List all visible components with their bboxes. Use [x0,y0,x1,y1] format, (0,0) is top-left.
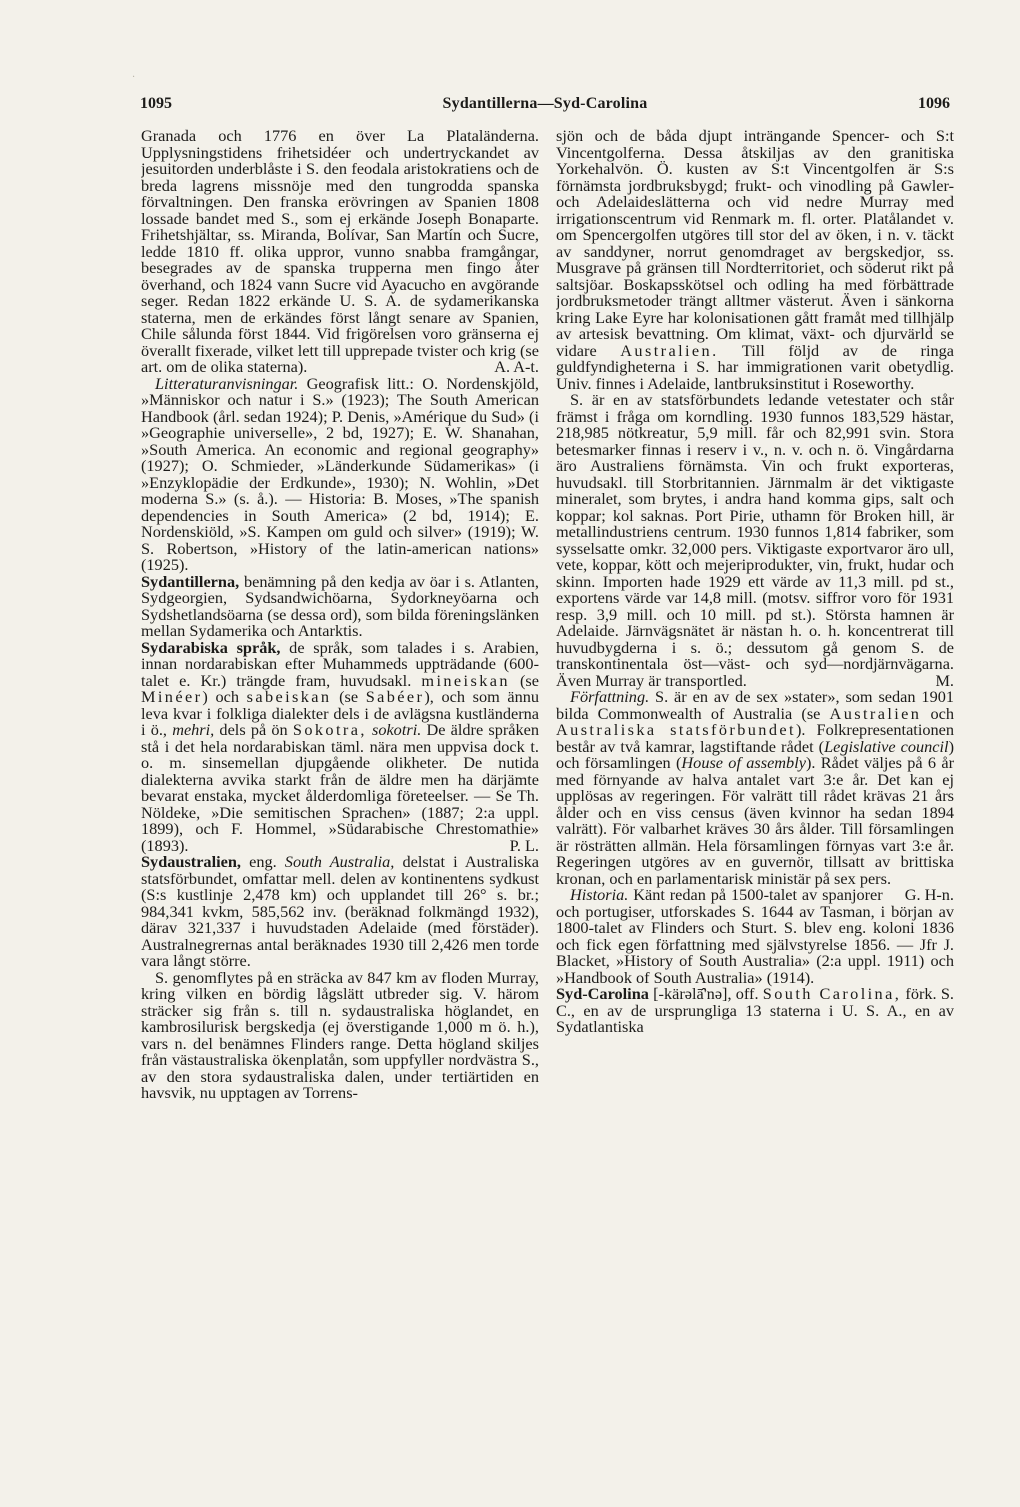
sydaustralien-geography: S. genomflytes på en sträcka av 847 km av floden Murray, kring vilken en bördig lågslätt utbreder sig. V. härom sträcker sig från s. till n. sydaustraliska höglandet, en kambrosilurisk bergskedja (ej överstigande 1,000 m ö. h.), vars n. del benämnes Flinders range. Detta högland skiljes från västaustraliska ökenplatån, som uppfyller nordvästra S., av den stora sydaustraliska dalen, under tertiärtiden en havsvik, nu upptagen av Torrens- [141,967,539,1102]
page-header [140,95,950,117]
entry-sydarabiska-sprak: Sydarabiska språk, de språk, som talades i s. Arabien, innan nordarabiskan efter Muhammeds uppträdande (600-talet e. Kr.) trängde fram, huvudsakl. mineiskan (se Minéer) och sabeiskan (se Sabéer), och som ännu leva kvar i folkliga dialekter dels i de avlägsna kustländerna i ö., mehri, dels på ön Sokotra, sokotri. De äldre språken stå i det hela nordarabiskan täml. nära men uppvisa dock t. o. m. sinsemellan djupgående olikheter. De nutida dialekterna avvika starkt från de äldre men ha därjämte bevarat enstaka, mycket ålderdomliga företeelser. — Se Th. Nöldeke, »Die semitischen Sprachen» (1887; 2:a uppl. 1899), och F. Hommel, »Südarabische Chrestomathie» (1893). P. L. [141,637,539,855]
entry-headword: Sydantillerna, [141,571,240,591]
right-column [556,128,954,1403]
sydaustralien-continued: sjön och de båda djupt inträngande Spencer- och S:t Vincentgolferna. Dessa åtskiljas av den granitiska Yorkehalvön. Ö. kusten av S:t Vincentgolfen är S:s förnämsta jordbruksbygd; frukt- och vinodling på Gawler- och Adelaideslätterna och vid nedre Murray med irrigationscentrum vid Renmark m. fl. orter. Platålandet v. om Spencergolfen utgöres till stor del av öken, i n. v. täckt av sanddyner, norrut genomdraget av bergskedjor, ss. Musgrave på gränsen till Nordterritoriet, och söderut rikt på saltsjöar. Boskapsskötsel och odling ha med förbättrade jordbruksmetoder trängt alltmer västerut. Även i sänkorna kring Lake Eyre har kolonisationen gått framåt med tillhjälp av artesisk bevattning. Om klimat, växt- och djurvärld se vidare Australien. Till följd av de ringa guldfyndigheterna i S. har immigrationen varit obetydlig. Univ. finnes i Adelaide, lantbruksinstitut i Roseworthy. [556,128,954,393]
author-signature: G. H-n. [904,885,954,904]
section-label: Författning. [570,687,650,706]
literature-paragraph: Litteraturanvisningar. Geografisk litt.: O. Nordenskjöld, »Människor och natur i S.» (1923); The South American Handbook (årl. sedan 1924); P. Denis, »Amérique du Sud» (i »Geographie universelle», 2 bd, 1927); E. W. Shanahan, »South America. An economic and regional geography» (1927); O. Schmieder, »Länderkunde Südamerikas» (i »Enzyklopädie der Erdkunde», 1930); N. Wohlin, »Det moderna S.» (s. å.). — Historia: B. Moses, »The spanish dependencies in South America» (2 bd, 1914); E. Nordenskiöld, »S. Kampen om guld och silver» (1919); W. S. Robertson, »History of the latin-american nations» (1925). [141,373,539,574]
entry-sydantillerna: Sydantillerna, benämning på den kedja av öar i s. Atlanten, Sydgeorgien, Sydsandwichöarna, Sydorkneyöarna och Sydshetlandsöarna (se dessa ord), som bilda föreningslänken mellan Sydamerika och Antarktis. [141,571,539,640]
author-signature: P. L. [509,835,539,855]
entry-syd-carolina: Syd-Carolina [-kärəlā̂'nə], off. South Carolina, förk. S. C., en av de ursprungliga 13 staterna i U. S. A., en av Sydatlantiska [556,984,954,1036]
literature-label: Litteraturanvisningar. [155,373,299,393]
entry-headword: Sydarabiska språk, [141,637,281,657]
author-signature: A. A-t. [494,357,539,376]
author-signature: M. [935,670,954,690]
entry-headword: Syd-Carolina [556,984,649,1003]
page-number-left: 1095 [140,95,172,112]
history-paragraph: Granada och 1776 en över La Plataländerna. Upplysningstidens frihetsidéer och undertryckandet av jesuitorden underblåste i S. den feodala aristokratiens och de breda lagrens missnöje med den tungrodda spanska förvaltningen. Den franska erövringen av Spanien 1808 lossade bandet med S., som ej erkände Joseph Bonaparte. Frihetshjältar, ss. Miranda, Bolívar, San Martín och Sucre, ledde 1810 ff. olika uppror, vunno snabba framgångar, besegrades av de spanska trupperna men fingo åter överhand, och 1824 vann Sucre vid Ayacucho en avgörande seger. Redan 1822 erkände U. S. A. de sydamerikanska staterna, men de erkändes först långt senare av Spanien, Chile sålunda först 1844. Vid frigörelsen voro gränserna ej överallt fixerade, vilket lett till upprepade tvister och krig (se art. om de olika staterna). A. A-t. [141,128,539,376]
entry-headword: Sydaustralien, [141,852,241,871]
left-column [141,128,539,1403]
running-title: Sydantillerna—Syd-Carolina [442,95,648,112]
scan-speck: · [132,72,136,83]
section-label: Historia. [570,885,629,904]
page-number-right: 1096 [918,95,950,112]
entry-sydaustralien: Sydaustralien, eng. South Australia, delstat i Australiska statsförbundet, omfattar mell. delen av kontinentens sydkust (S:s kustlinje 2,478 km) och upplandet till 26° s. br.; 984,341 kvkm, 585,562 inv. (beräknad folkmängd 1932), därav 321,337 i huvudstaden Adelaide (med förstäder). Australnegrernas antal beräknades 1930 till 2,426 men torde vara långt större. [141,852,539,970]
sydaustralien-constitution: Författning. S. är en av de sex »stater», som sedan 1901 bilda Commonwealth of Australia (se Australien och Australiska statsförbundet). Folkrepresentationen består av två kamrar, lagstiftande rådet (Legislative council) och församlingen (House of assembly). Rådet väljes på 6 år med förnyande av halva antalet vart 3:e år. Det kan ej upplösas av regeringen. För valrätt till rådet krävas 21 års ålder och en viss census (även kvinnor ha sedan 1894 valrätt). För valbarhet kräves 30 års ålder. Till församlingen är rösträtten allmän. Hela församlingen förnyas vart 3:e år. Regeringen utgöres av en guvernör, tillsatt av brittiska kronan, och en parlamentarisk ministär på sex pers. G. H-n. [556,687,954,904]
sydaustralien-economy: S. är en av statsförbundets ledande vetestater och står främst i fråga om korndling. 1930 funnos 183,529 hästar, 218,985 nötkreatur, 5,9 mill. får och 82,991 svin. Stora betesmarker finnas i reserv i v., n. v. och n. ö. Vingårdarna äro Australiens förnämsta. Vin och frukt exporteras, huvudsakl. till Storbritannien. Järnmalm är det viktigaste mineralet, som brytes, i andra hand komma gips, salt och koppar; kol saknas. Port Pirie, uthamn för Broken hill, är metallindustriens centrum. 1930 funnos 1,814 fabriker, som sysselsatte omkr. 32,000 pers. Viktigaste exportvaror äro ull, vete, koppar, kött och mejeriprodukter, vin, frukt, hudar och skinn. Importen hade 1929 ett värde av 11,3 mill. pd st., exportens värde var 14,8 mill. (motsv. siffror voro för 1931 resp. 3,9 mill. och 10 mill. pd st.). Största hamnen är Adelaide. Järnvägsnätet är nästan h. o. h. koncentrerat till huvudbygderna i s. ö.; dessutom gå genom S. de transkontinentala öst—väst- och syd—nordjärnvägarna. Även Murray är transportled. M. [556,390,954,690]
sydaustralien-history: Historia. Känt redan på 1500-talet av spanjorer och portugiser, utforskades S. 1644 av Tasman, i början av 1800-talet av Flinders och Sturt. S. blev eng. koloni 1836 och fick egen författning med självstyrelse 1856. — Jfr J. Blacket, »History of South Australia» (2:a uppl. 1911) och »Handbook of South Australia» (1914). [556,885,954,987]
